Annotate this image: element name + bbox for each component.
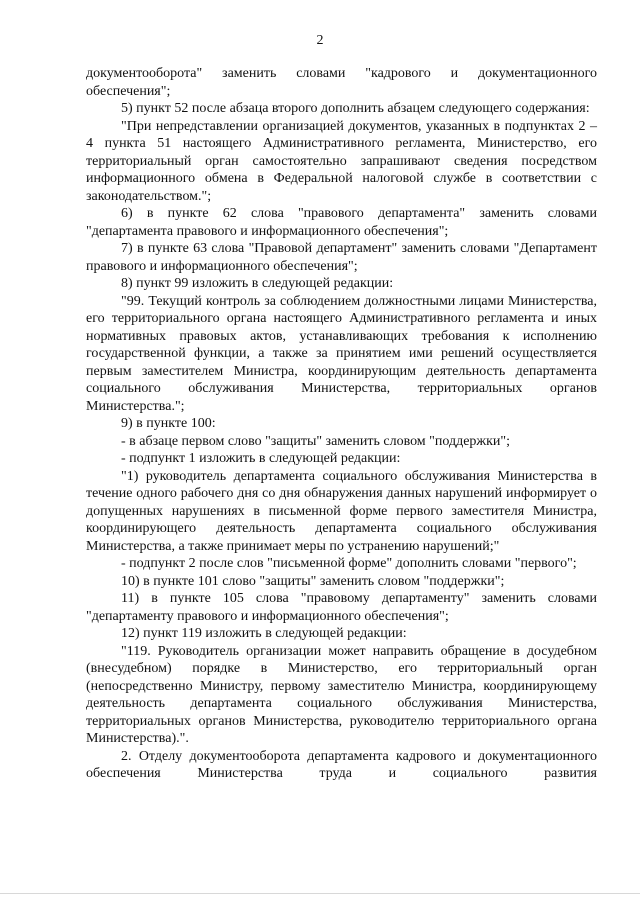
scan-edge-line bbox=[0, 893, 640, 894]
paragraph: 11) в пункте 105 слова "правовому департаменту" заменить словами "департаменту правового и информационного обеспечения"; bbox=[86, 591, 597, 624]
paragraph: 7) в пункте 63 слова "Правовой департамент" заменить словами "Департамент правового и информационного обеспечения"; bbox=[86, 241, 597, 274]
paragraph: 12) пункт 119 изложить в следующей редакции: bbox=[121, 626, 407, 641]
paragraph: "119. Руководитель организации может направить обращение в досудебном (внесудебном) порядке в Министерство, его территориальный орган (непосредственно Министру, первому заместителю Министра, координирующему деятельность департамента социального обслуживания Министерства, территориальных органов Министерства, руководителю территориального органа Министерства).". bbox=[86, 643, 597, 746]
document-body bbox=[86, 65, 597, 783]
paragraph: 9) в пункте 100: bbox=[121, 416, 216, 431]
paragraph: 2. Отделу документооборота департамента кадрового и документационного обеспечения Министерства труда и социального развития bbox=[86, 748, 597, 781]
paragraph: 6) в пункте 62 слова "правового департамента" заменить словами "департамента правового и информационного обеспечения"; bbox=[86, 206, 597, 239]
paragraph: документооборота" заменить словами "кадрового и документационного обеспечения"; bbox=[86, 66, 597, 99]
paragraph: "При непредставлении организацией документов, указанных в подпунктах 2 – 4 пункта 51 настоящего Административного регламента, Министерство, его территориальный орган самостоятельно запрашивают сведения посредством информационного обмена в Федеральной налоговой службе в соответствии с законодательством."; bbox=[86, 118, 597, 204]
page-number: 2 bbox=[316, 33, 324, 48]
paragraph: 10) в пункте 101 слово "защиты" заменить словом "поддержки"; bbox=[121, 573, 505, 589]
paragraph: "1) руководитель департамента социального обслуживания Министерства в течение одного рабочего дня со дня обнаружения данных нарушений информирует о допущенных нарушениях в письменной форме первого заместителя Министра, координирующего деятельность департамента социального обслуживания Министерства, а также принимает меры по устранению нарушений;" bbox=[86, 468, 597, 554]
paragraph: 8) пункт 99 изложить в следующей редакции: bbox=[121, 276, 394, 291]
paragraph: - подпункт 1 изложить в следующей редакции: bbox=[121, 451, 401, 466]
paragraph: 5) пункт 52 после абзаца второго дополнить абзацем следующего содержания: bbox=[121, 101, 590, 116]
paragraph: - в абзаце первом слово "защиты" заменить словом "поддержки"; bbox=[121, 433, 511, 449]
paragraph: "99. Текущий контроль за соблюдением должностными лицами Министерства, его территориального органа настоящего Административного регламента и иных нормативных правовых актов, устанавливающих требования к исполнению государственной функции, а также за принятием ими решений осуществляется первым заместителем Министра, координирующим деятельность департамента социального обслуживания Министерства, территориальных органов Министерства."; bbox=[86, 293, 597, 414]
paragraph: - подпункт 2 после слов "письменной форме" дополнить словами "первого"; bbox=[121, 556, 577, 571]
